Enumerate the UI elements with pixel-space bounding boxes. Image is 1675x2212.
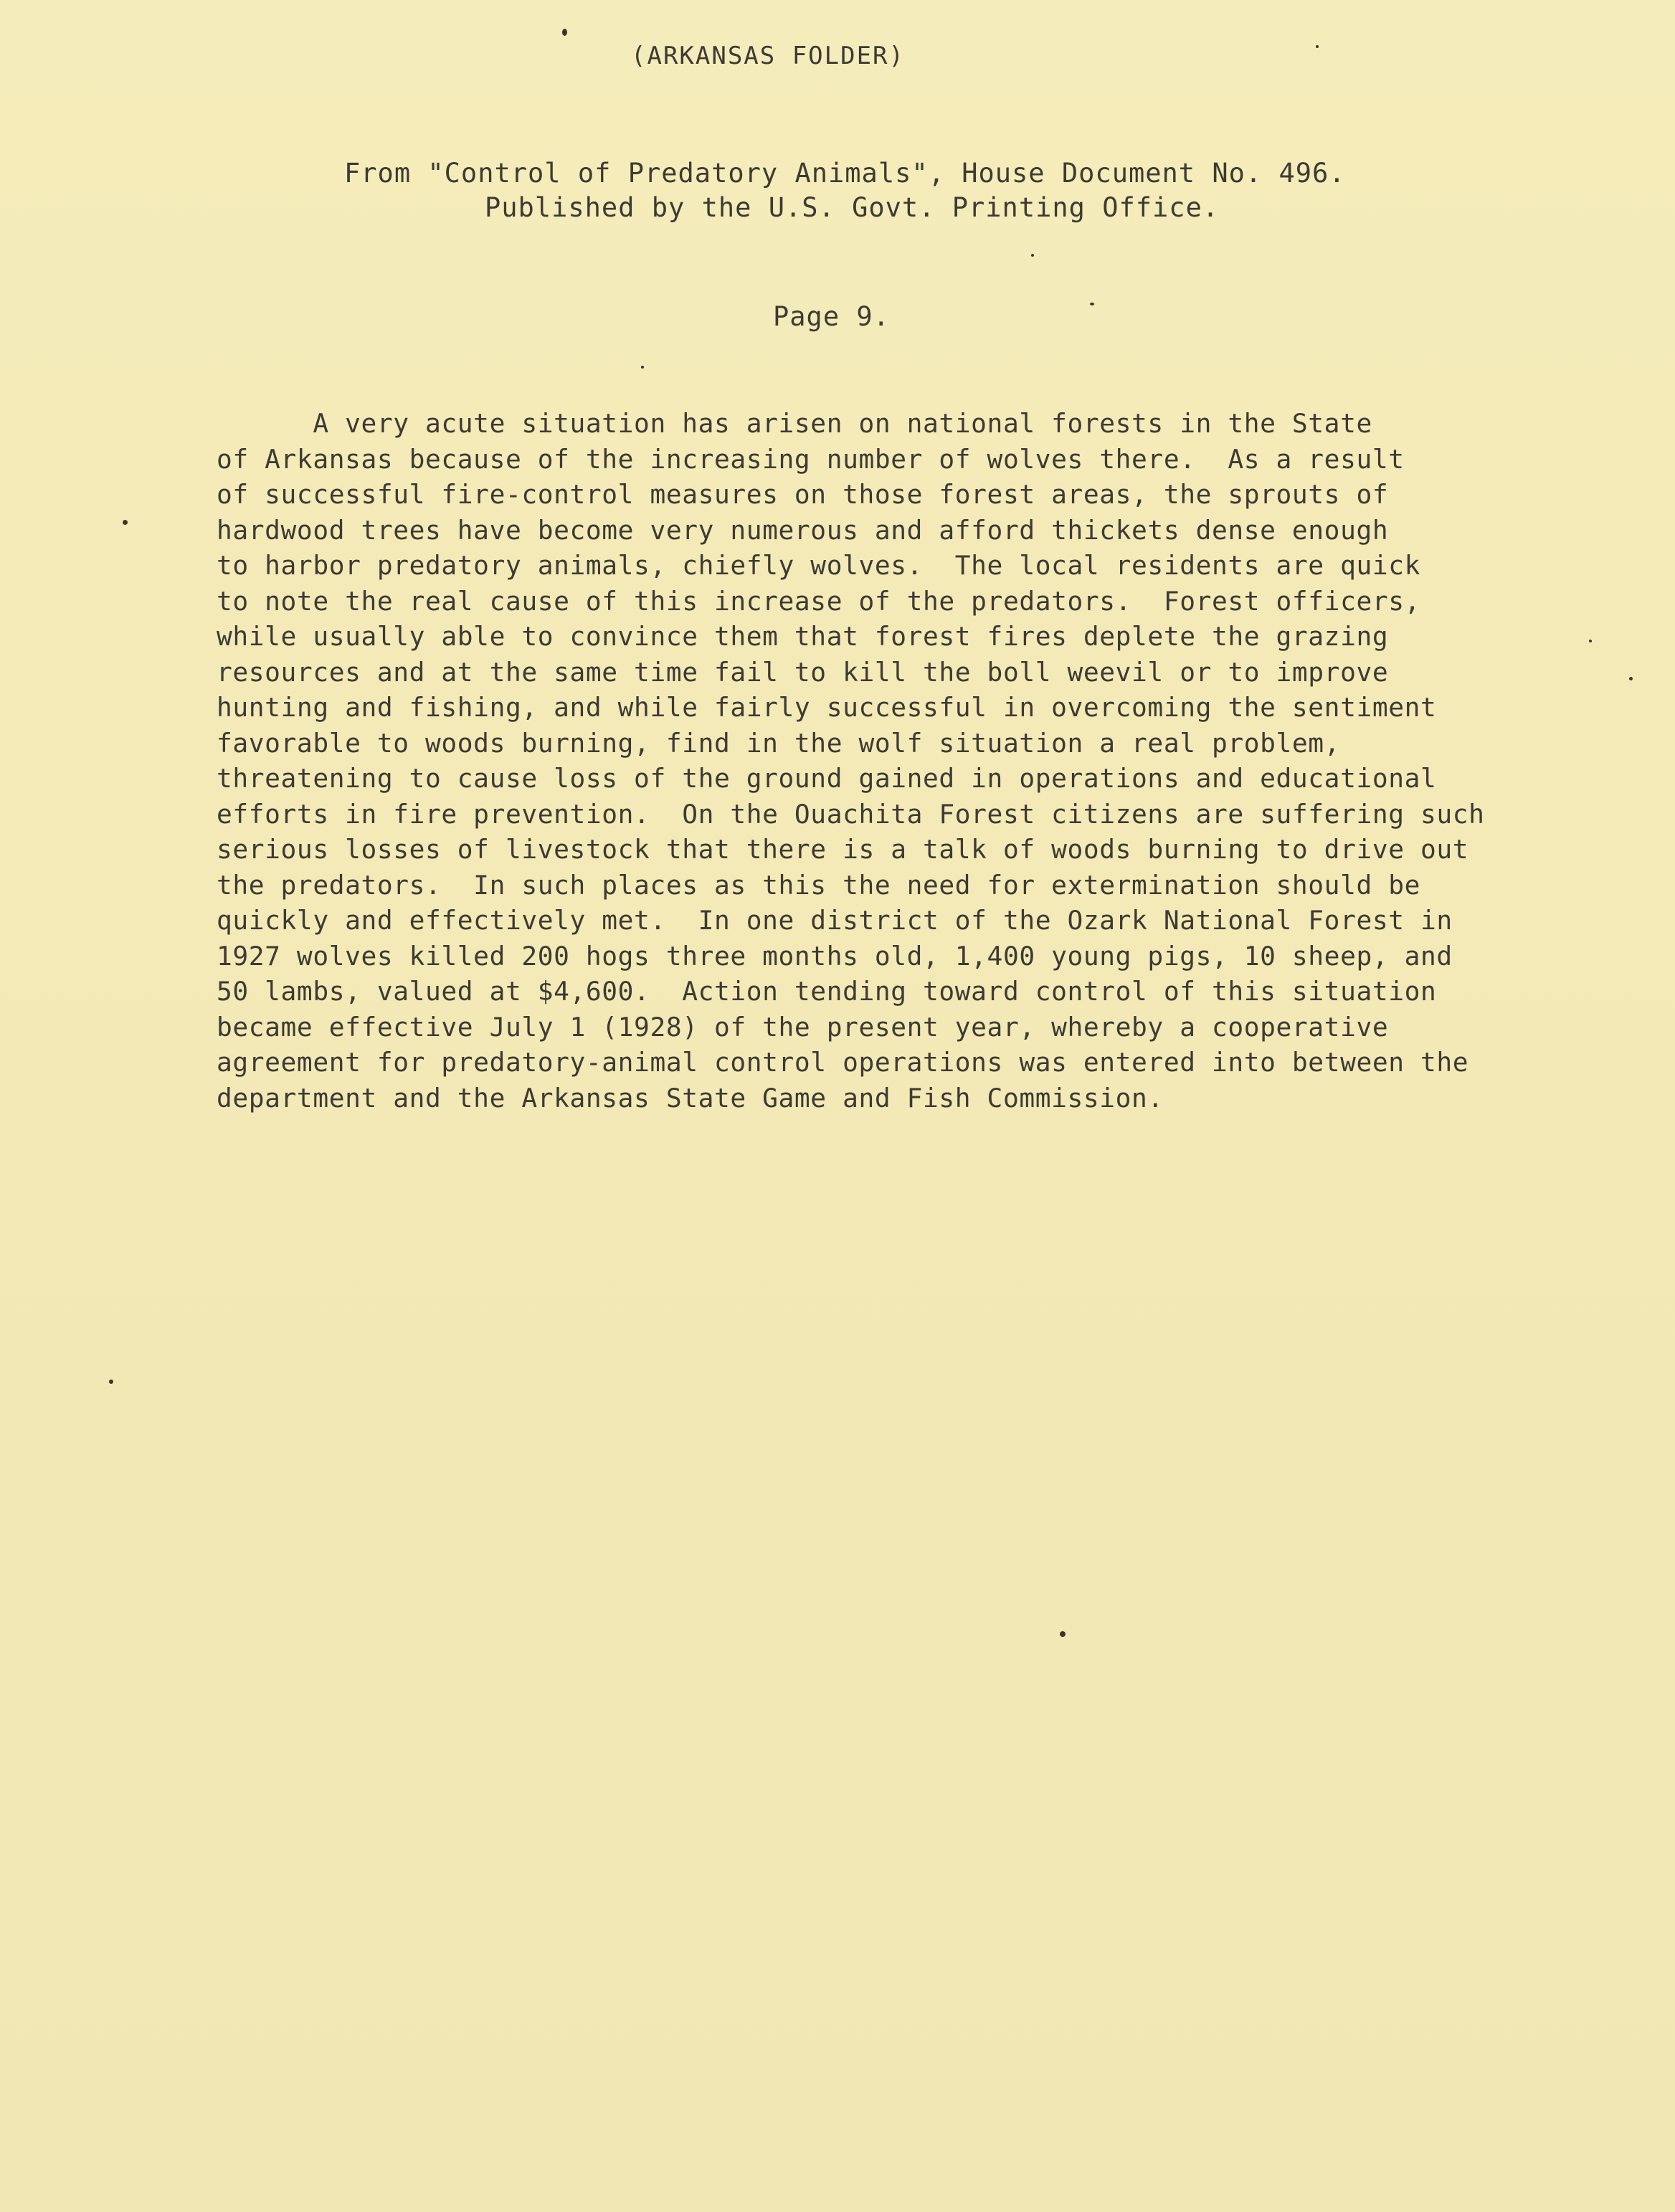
body-line: to harbor predatory animals, chiefly wolves. The local residents are quick — [217, 550, 1421, 581]
body-line: hunting and fishing, and while fairly successful in overcoming the sentiment — [217, 692, 1437, 723]
body-line: serious losses of livestock that there is a talk of woods burning to drive out — [217, 834, 1469, 865]
paper-speck — [109, 1380, 113, 1384]
paper-speck — [1316, 45, 1319, 48]
body-line: 50 lambs, valued at $4,600. Action tending toward control of this situation — [217, 976, 1437, 1007]
paper-speck — [1031, 254, 1034, 257]
body-line: efforts in fire prevention. On the Ouachita Forest citizens are suffering such — [217, 798, 1485, 830]
body-line: 1927 wolves killed 200 hogs three months old, 1,400 young pigs, 10 sheep, and — [217, 940, 1453, 972]
body-line: favorable to woods burning, find in the wolf situation a real problem, — [217, 727, 1341, 759]
body-line: resources and at the same time fail to kill the boll weevil or to improve — [217, 656, 1389, 688]
body-line: A very acute situation has arisen on national forests in the State — [217, 408, 1372, 439]
body-line: of Arkansas because of the increasing number of wolves there. As a result — [217, 443, 1405, 475]
body-line: became effective July 1 (1928) of the present year, whereby a cooperative — [217, 1011, 1389, 1043]
body-line: of successful fire-control measures on those forest areas, the sprouts of — [217, 479, 1389, 510]
page-number-label: Page 9. — [773, 301, 890, 332]
paper-speck — [562, 29, 567, 36]
paper-speck — [641, 366, 644, 369]
folder-header: (ARKANSAS FOLDER) — [631, 42, 905, 70]
paper-speck — [1060, 1631, 1066, 1637]
paper-speck — [1090, 303, 1094, 305]
paper-speck — [123, 520, 128, 525]
body-line: the predators. In such places as this the need for extermination should be — [217, 869, 1421, 901]
body-line: threatening to cause loss of the ground gained in operations and educational — [217, 763, 1437, 794]
source-citation-line-1: From "Control of Predatory Animals", House Document No. 496. — [344, 158, 1346, 189]
body-paragraph — [217, 406, 1636, 1116]
body-line: hardwood trees have become very numerous and afford thickets dense enough — [217, 514, 1389, 546]
body-line: department and the Arkansas State Game and Fish Commission. — [217, 1082, 1164, 1114]
body-line: quickly and effectively met. In one district of the Ozark National Forest in — [217, 905, 1453, 936]
paper-speck — [1629, 677, 1633, 680]
source-citation-line-2: Published by the U.S. Govt. Printing Office. — [485, 192, 1220, 223]
body-line: agreement for predatory-animal control operations was entered into between the — [217, 1047, 1469, 1078]
paper-speck — [1589, 640, 1592, 642]
body-line: to note the real cause of this increase of the predators. Forest officers, — [217, 585, 1421, 617]
body-line: while usually able to convince them that forest fires deplete the grazing — [217, 621, 1389, 652]
